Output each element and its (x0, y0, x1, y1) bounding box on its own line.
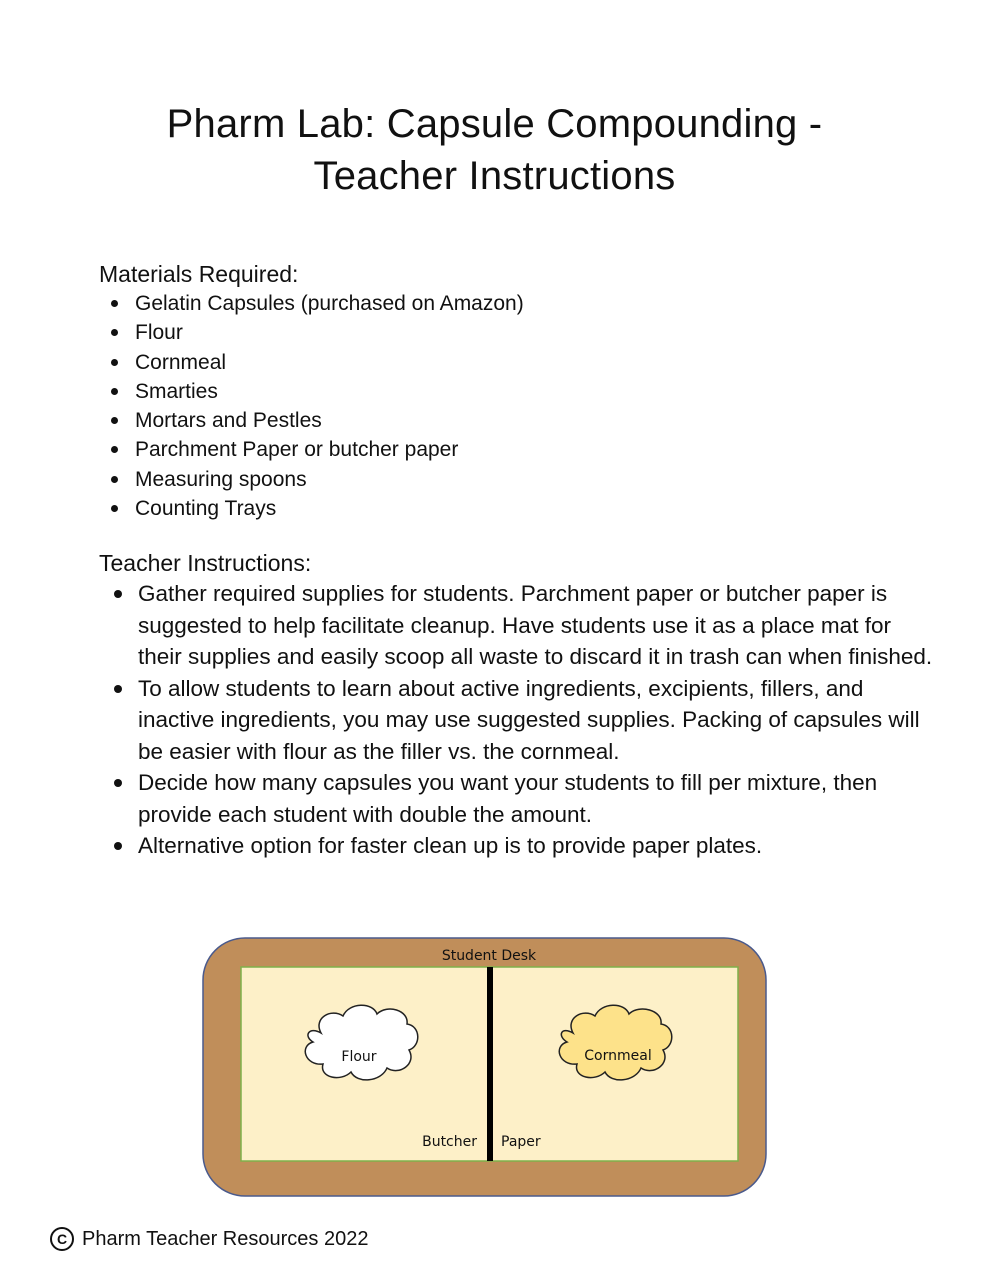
materials-heading: Materials Required: (99, 261, 299, 287)
list-item: Cornmeal (135, 348, 524, 377)
list-item: Flour (135, 318, 524, 347)
instructions-list (99, 578, 938, 862)
student-desk-svg (185, 930, 785, 1215)
paper-divider (487, 967, 493, 1161)
page-title-line-1: Pharm Lab: Capsule Compounding - (166, 102, 823, 146)
paper-label-butcher: Butcher (422, 1134, 477, 1150)
list-item: Gather required supplies for students. Parchment paper or butcher paper is suggested to help facilitate cleanup. Have students use it as a place mat for their supplies and easily scoop all waste to discard it in trash can when finished. (138, 578, 938, 673)
list-item: Counting Trays (135, 494, 524, 523)
list-item: Measuring spoons (135, 465, 524, 494)
flour-label: Flour (341, 1049, 377, 1065)
copyright-icon: C (50, 1227, 74, 1251)
page-title (0, 98, 989, 202)
footer-text: Pharm Teacher Resources 2022 (82, 1228, 369, 1250)
list-item: To allow students to learn about active ingredients, excipients, fillers, and inactive ingredients, you may use suggested supplies. Packing of capsules will be easier with flour as the filler vs. the cornmeal. (138, 673, 938, 768)
page-title-line-2: Teacher Instructions (313, 154, 676, 198)
cornmeal-label: Cornmeal (584, 1048, 652, 1064)
instructions-heading: Teacher Instructions: (99, 550, 312, 576)
list-item: Alternative option for faster clean up is to provide paper plates. (138, 830, 938, 862)
list-item: Decide how many capsules you want your students to fill per mixture, then provide each student with double the amount. (138, 767, 938, 830)
materials-list (99, 289, 524, 523)
student-desk-diagram (185, 930, 785, 1215)
list-item: Gelatin Capsules (purchased on Amazon) (135, 289, 524, 318)
paper-label-paper: Paper (501, 1134, 541, 1150)
list-item: Parchment Paper or butcher paper (135, 435, 524, 464)
cornmeal-pile (559, 1005, 671, 1080)
desk-label: Student Desk (441, 948, 537, 964)
list-item: Smarties (135, 377, 524, 406)
list-item: Mortars and Pestles (135, 406, 524, 435)
footer (50, 1225, 368, 1253)
